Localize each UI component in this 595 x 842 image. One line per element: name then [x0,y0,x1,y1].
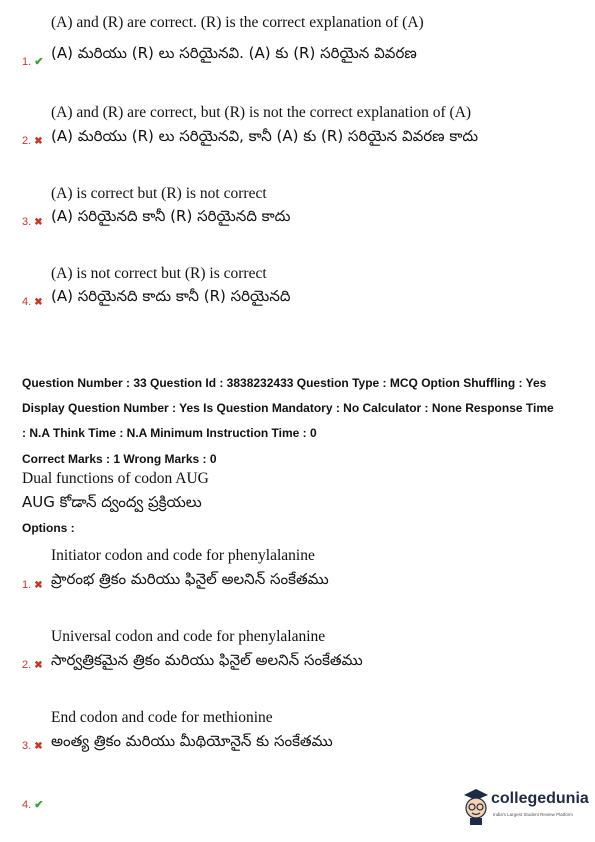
option-marker: 1. ✖ [22,579,43,591]
option-marker: 4. ✖ [22,296,43,308]
option-marker: 2. ✖ [22,135,43,147]
mascot-icon [461,786,491,826]
question-text-te: AUG కోడాన్ ద్వంద్వ ప్రక్రియలు [22,493,202,511]
option-text-te: అంత్య త్రికం మరియు మీథియోనైన్ కు సంకేతము [51,732,333,750]
option-marker: 4. ✔ [22,799,44,811]
option-marker: 3. ✖ [22,216,43,228]
cross-icon: ✖ [34,136,43,147]
option-text-te: సార్వత్రికమైన త్రికం మరియు ఫినైల్ అలనిన్ సంకేతము [51,651,363,669]
check-icon: ✔ [34,799,44,811]
option-marker: 1. ✔ [22,56,44,68]
option-text-te: (A) మరియు (R) లు సరియైనవి, కానీ (A) కు (R) సరియైన వివరణ కాదు [51,127,479,145]
option-text-te: ప్రారంభ త్రికం మరియు ఫినైల్ అలనిన్ సంకేతము [51,570,329,588]
collegedunia-logo [461,786,589,830]
logo-brand: collegedunia [491,790,589,807]
logo-tagline: India's Largest Student Review Platform [493,812,573,817]
question-meta-line-2: Display Question Number : Yes Is Question Mandatory : No Calculator : None Response Time [22,401,554,415]
check-icon: ✔ [34,56,44,68]
option-text-en: (A) is correct but (R) is not correct [51,185,267,202]
cross-icon: ✖ [34,217,43,228]
option-text-en: Initiator codon and code for phenylalanine [51,547,315,564]
option-text-te: (A) సరియైనది కాదు కానీ (R) సరియైనది [51,287,291,305]
option-text-en: (A) and (R) are correct. (R) is the correct explanation of (A) [51,14,424,31]
question-marks: Correct Marks : 1 Wrong Marks : 0 [22,452,217,466]
options-label: Options : [22,521,75,535]
option-text-en: (A) and (R) are correct, but (R) is not the correct explanation of (A) [51,104,472,121]
option-marker: 2. ✖ [22,659,43,671]
cross-icon: ✖ [34,741,43,752]
option-text-en: (A) is not correct but (R) is correct [51,265,267,282]
question-text-en: Dual functions of codon AUG [22,470,209,487]
cross-icon: ✖ [34,660,43,671]
cross-icon: ✖ [34,297,43,308]
option-text-en: Universal codon and code for phenylalanine [51,628,326,645]
option-text-te: (A) సరియైనది కానీ (R) సరియైనది కాదు [51,207,291,225]
option-text-te: (A) మరియు (R) లు సరియైనవి. (A) కు (R) సరియైన వివరణ [51,44,417,62]
question-meta-line-1: Question Number : 33 Question Id : 3838232433 Question Type : MCQ Option Shuffling : Yes [22,376,547,390]
question-meta-line-3: : N.A Think Time : N.A Minimum Instruction Time : 0 [22,426,317,440]
option-text-en: End codon and code for methionine [51,709,273,726]
cross-icon: ✖ [34,580,43,591]
option-marker: 3. ✖ [22,740,43,752]
